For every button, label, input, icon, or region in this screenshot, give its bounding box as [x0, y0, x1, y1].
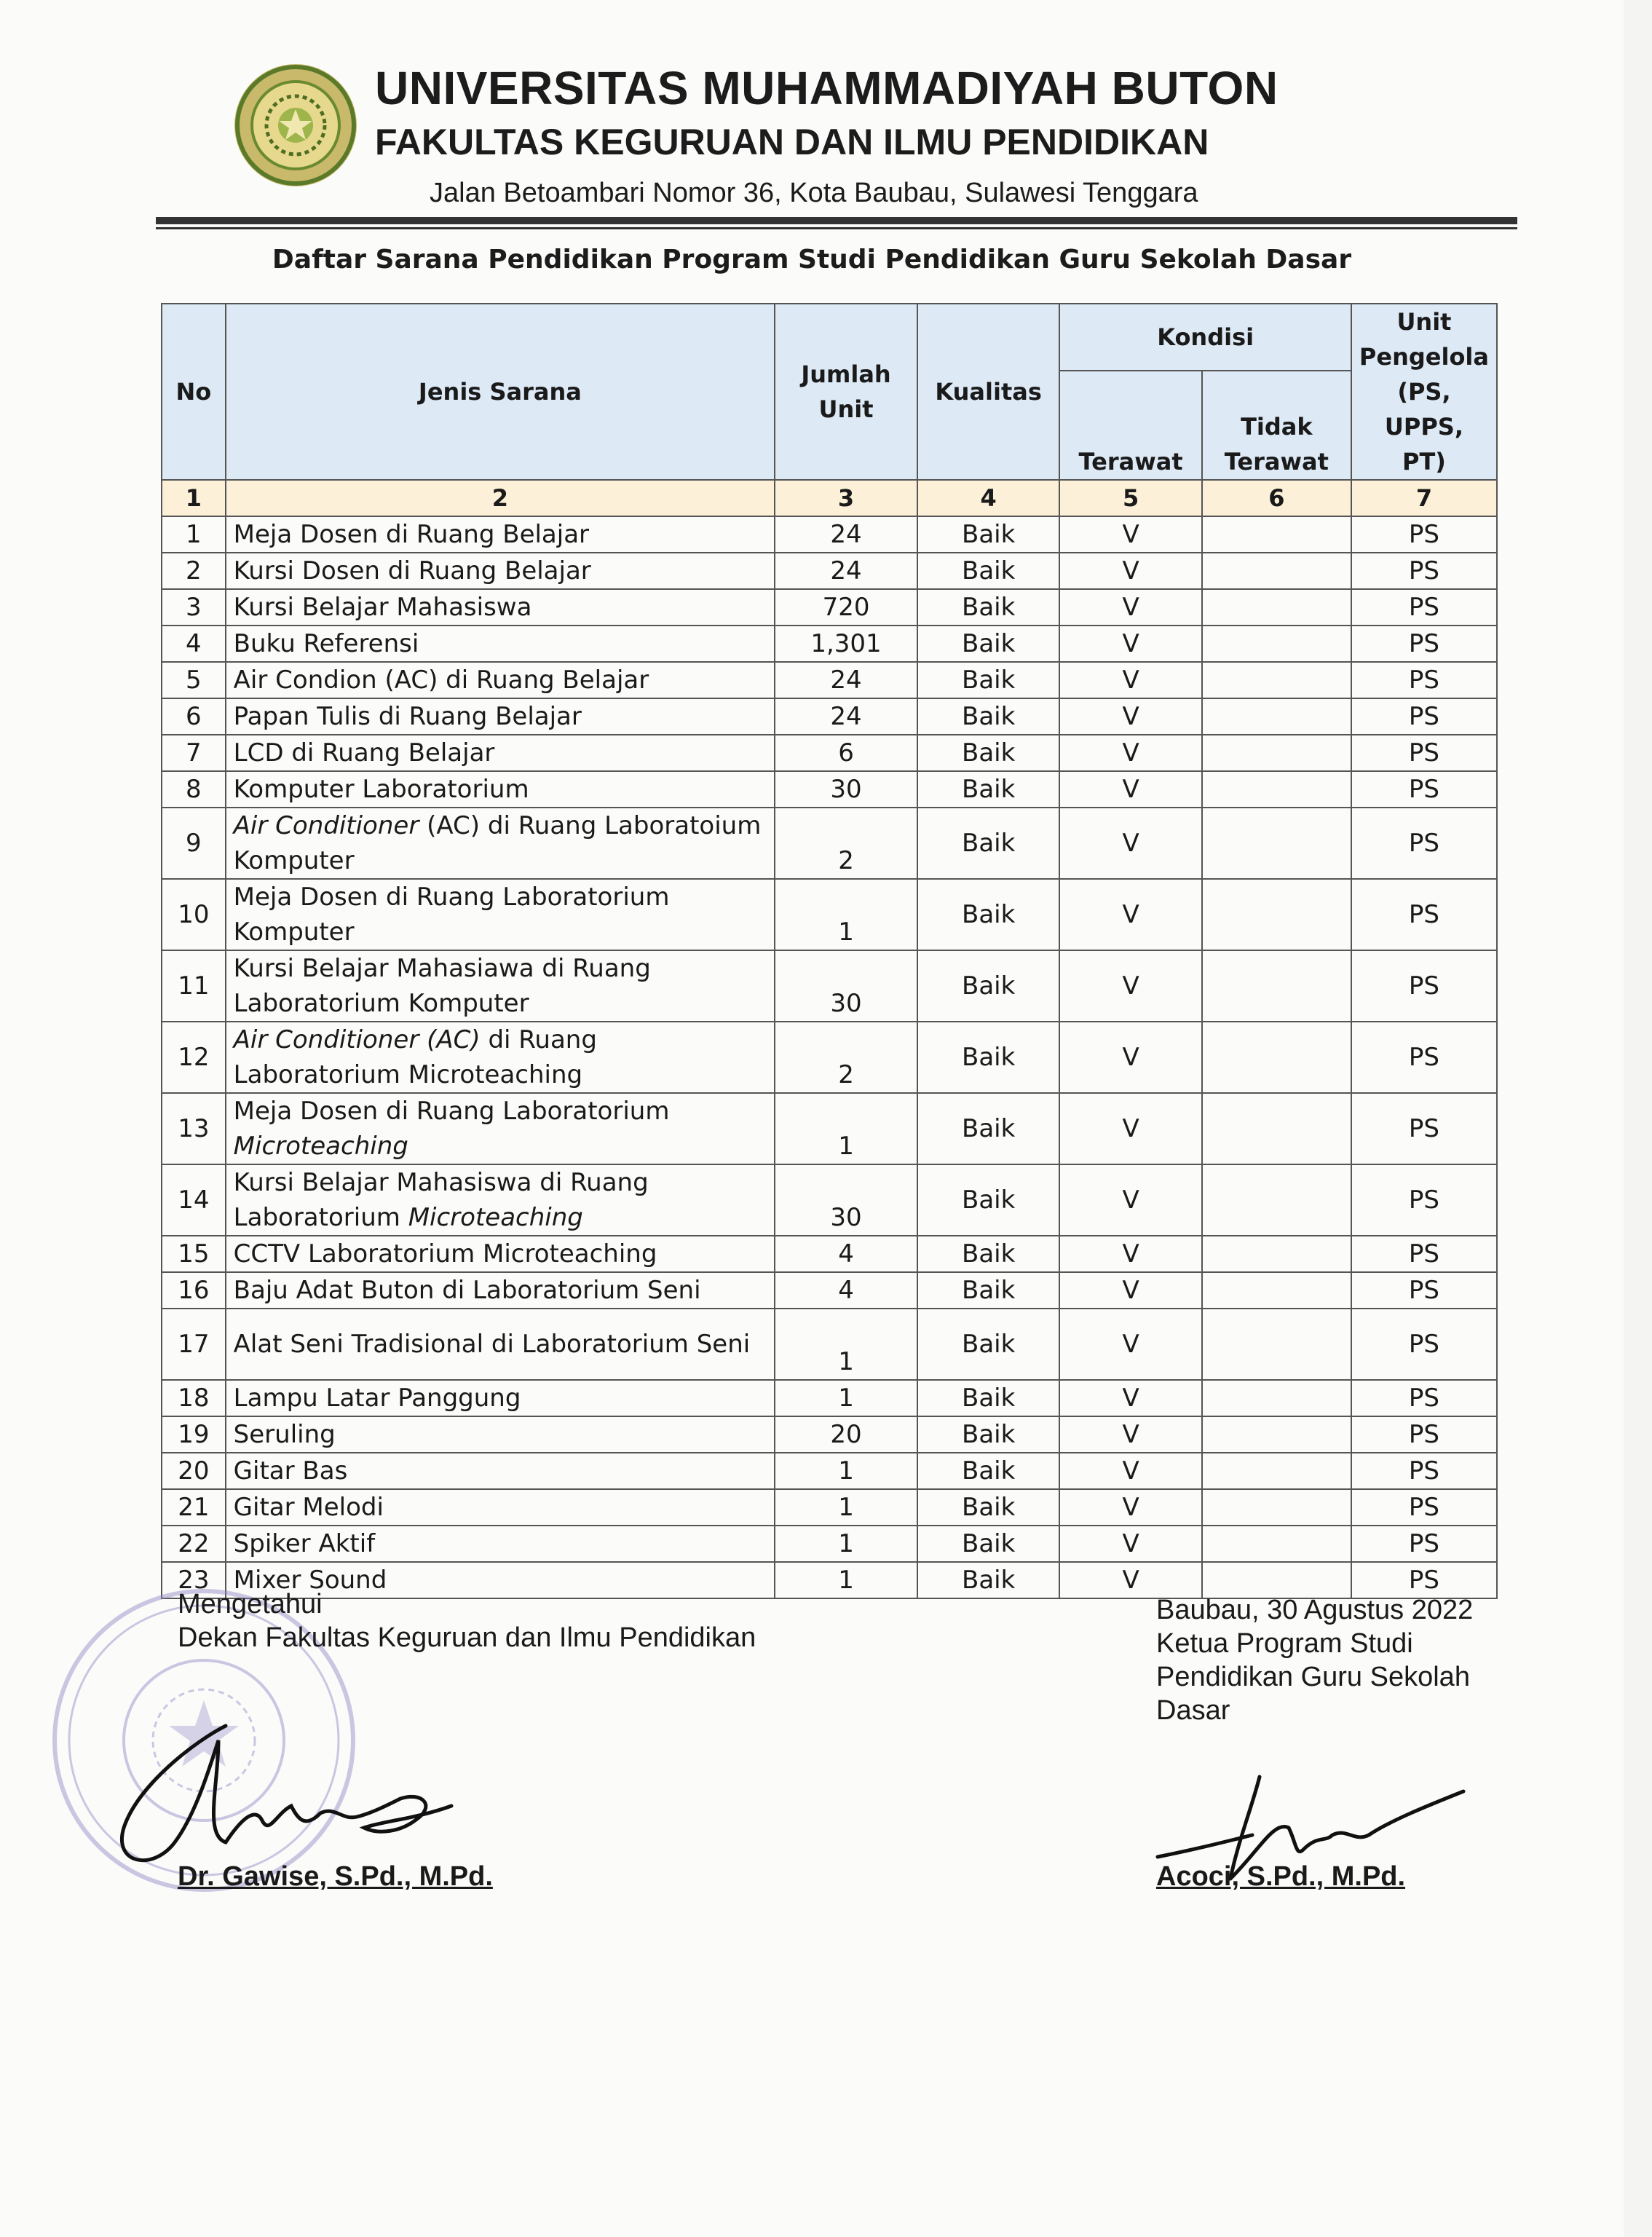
table-row	[162, 1416, 1497, 1453]
row-jenis-sarana-text: Kursi Belajar Mahasiswa	[233, 593, 532, 622]
row-jenis-sarana-text: Baju Adat Buton di Laboratorium Seni	[233, 1276, 701, 1305]
row-jumlah-unit: 6	[775, 735, 917, 771]
table-row	[162, 1526, 1497, 1562]
row-unit-pengelola: PS	[1351, 1489, 1497, 1526]
row-terawat: V	[1059, 589, 1201, 626]
row-terawat: V	[1059, 553, 1201, 589]
row-kualitas: Baik	[917, 1309, 1059, 1380]
university-seal-icon	[232, 61, 360, 189]
dean-signature	[109, 1697, 488, 1886]
row-jumlah-unit: 1	[775, 1093, 917, 1164]
column-number: 3	[775, 480, 917, 516]
row-jumlah-unit: 1	[775, 1309, 917, 1380]
row-kualitas: Baik	[917, 771, 1059, 808]
row-tidak-terawat	[1202, 950, 1351, 1022]
row-jumlah-unit: 24	[775, 698, 917, 735]
row-no: 21	[162, 1489, 226, 1526]
row-tidak-terawat	[1202, 1416, 1351, 1453]
column-number-row	[162, 480, 1497, 516]
address: Jalan Betoambari Nomor 36, Kota Baubau, Sulawesi Tenggara	[430, 178, 1198, 208]
row-jenis-sarana-text: Seruling	[233, 1420, 336, 1449]
table-row	[162, 771, 1497, 808]
row-terawat: V	[1059, 516, 1201, 553]
row-jenis-sarana	[226, 1272, 775, 1309]
row-kualitas: Baik	[917, 1236, 1059, 1272]
row-jenis-sarana-text: Kursi Belajar Mahasiswa di Ruang Laboratorium	[233, 1168, 649, 1232]
row-unit-pengelola: PS	[1351, 771, 1497, 808]
row-kualitas: Baik	[917, 626, 1059, 662]
row-unit-pengelola: PS	[1351, 1093, 1497, 1164]
row-unit-pengelola: PS	[1351, 1309, 1497, 1380]
column-number: 5	[1059, 480, 1201, 516]
document-title: Daftar Sarana Pendidikan Program Studi Pendidikan Guru Sekolah Dasar	[272, 245, 1352, 275]
row-no: 13	[162, 1093, 226, 1164]
letterhead-rule-thin	[156, 227, 1517, 229]
row-no: 7	[162, 735, 226, 771]
table-row	[162, 516, 1497, 553]
row-tidak-terawat	[1202, 808, 1351, 879]
header-jumlah-unit: Jumlah Unit	[775, 304, 917, 480]
row-kualitas: Baik	[917, 1272, 1059, 1309]
row-jenis-sarana	[226, 1453, 775, 1489]
sig-right-date: Baubau, 30 Agustus 2022	[1156, 1595, 1474, 1625]
table-row	[162, 698, 1497, 735]
sarana-table	[161, 303, 1498, 1599]
row-jenis-sarana	[226, 879, 775, 950]
table-row	[162, 1309, 1497, 1380]
table-row	[162, 950, 1497, 1022]
row-no: 9	[162, 808, 226, 879]
row-unit-pengelola: PS	[1351, 1164, 1497, 1236]
row-jumlah-unit: 1,301	[775, 626, 917, 662]
university-name: UNIVERSITAS MUHAMMADIYAH BUTON	[375, 62, 1278, 114]
row-jumlah-unit: 1	[775, 1489, 917, 1526]
table-row	[162, 1272, 1497, 1309]
row-jumlah-unit: 2	[775, 1022, 917, 1093]
row-tidak-terawat	[1202, 1093, 1351, 1164]
row-tidak-terawat	[1202, 1489, 1351, 1526]
row-tidak-terawat	[1202, 589, 1351, 626]
row-unit-pengelola: PS	[1351, 626, 1497, 662]
row-no: 8	[162, 771, 226, 808]
row-terawat: V	[1059, 1309, 1201, 1380]
row-kualitas: Baik	[917, 1526, 1059, 1562]
row-tidak-terawat	[1202, 1453, 1351, 1489]
row-terawat: V	[1059, 1562, 1201, 1598]
row-tidak-terawat	[1202, 698, 1351, 735]
row-jenis-sarana	[226, 771, 775, 808]
row-unit-pengelola: PS	[1351, 1022, 1497, 1093]
header-unit-pengelola: Unit Pengelola (PS, UPPS, PT)	[1351, 304, 1497, 480]
row-terawat: V	[1059, 698, 1201, 735]
row-tidak-terawat	[1202, 1526, 1351, 1562]
row-kualitas: Baik	[917, 1380, 1059, 1416]
row-no: 10	[162, 879, 226, 950]
row-tidak-terawat	[1202, 735, 1351, 771]
row-tidak-terawat	[1202, 1236, 1351, 1272]
row-jenis-sarana-text: Mixer Sound	[233, 1566, 387, 1595]
row-kualitas: Baik	[917, 1453, 1059, 1489]
header-terawat: Terawat	[1059, 371, 1201, 480]
row-unit-pengelola: PS	[1351, 950, 1497, 1022]
row-jenis-sarana-text: CCTV Laboratorium Microteaching	[233, 1239, 657, 1269]
row-terawat: V	[1059, 771, 1201, 808]
sig-left-mengetahui: Mengetahui	[178, 1589, 323, 1619]
header-kondisi: Kondisi	[1059, 304, 1351, 371]
row-tidak-terawat	[1202, 771, 1351, 808]
row-unit-pengelola: PS	[1351, 879, 1497, 950]
row-kualitas: Baik	[917, 1489, 1059, 1526]
row-terawat: V	[1059, 1093, 1201, 1164]
row-no: 16	[162, 1272, 226, 1309]
row-kualitas: Baik	[917, 662, 1059, 698]
row-jenis-sarana	[226, 553, 775, 589]
column-number: 6	[1202, 480, 1351, 516]
row-unit-pengelola: PS	[1351, 1380, 1497, 1416]
row-terawat: V	[1059, 662, 1201, 698]
row-jumlah-unit: 24	[775, 662, 917, 698]
row-kualitas: Baik	[917, 735, 1059, 771]
row-jenis-sarana	[226, 808, 775, 879]
row-no: 17	[162, 1309, 226, 1380]
row-terawat: V	[1059, 1164, 1201, 1236]
row-terawat: V	[1059, 1453, 1201, 1489]
row-jumlah-unit: 1	[775, 879, 917, 950]
row-tidak-terawat	[1202, 1309, 1351, 1380]
row-unit-pengelola: PS	[1351, 698, 1497, 735]
row-jenis-sarana	[226, 1093, 775, 1164]
row-jenis-sarana-text: Gitar Bas	[233, 1456, 348, 1486]
row-terawat: V	[1059, 808, 1201, 879]
header-jenis-sarana: Jenis Sarana	[226, 304, 775, 480]
row-jenis-sarana-text: (AC) di Ruang Laboratoium Komputer	[233, 811, 762, 875]
row-terawat: V	[1059, 735, 1201, 771]
header-tidak-terawat: Tidak Terawat	[1202, 371, 1351, 480]
row-jenis-sarana	[226, 1526, 775, 1562]
row-jenis-sarana	[226, 735, 775, 771]
row-jenis-sarana	[226, 1164, 775, 1236]
row-jumlah-unit: 30	[775, 1164, 917, 1236]
row-terawat: V	[1059, 879, 1201, 950]
row-jumlah-unit: 1	[775, 1453, 917, 1489]
sig-right-block	[1156, 1593, 1520, 1727]
row-jenis-sarana	[226, 662, 775, 698]
row-tidak-terawat	[1202, 553, 1351, 589]
row-unit-pengelola: PS	[1351, 1453, 1497, 1489]
row-jenis-sarana-text: Spiker Aktif	[233, 1529, 376, 1558]
row-jenis-sarana-italic: Air Conditioner	[233, 811, 419, 840]
row-tidak-terawat	[1202, 879, 1351, 950]
row-jenis-sarana	[226, 516, 775, 553]
table-row	[162, 879, 1497, 950]
row-no: 15	[162, 1236, 226, 1272]
row-no: 3	[162, 589, 226, 626]
sig-right-role-3: Dasar	[1156, 1695, 1230, 1726]
table-row	[162, 662, 1497, 698]
row-jenis-sarana	[226, 1489, 775, 1526]
row-kualitas: Baik	[917, 516, 1059, 553]
sig-right-role-2: Pendidikan Guru Sekolah	[1156, 1662, 1470, 1692]
row-jenis-sarana-text: Meja Dosen di Ruang Laboratorium Komputer	[233, 883, 670, 947]
sig-right-role-1: Ketua Program Studi	[1156, 1628, 1413, 1659]
row-jenis-sarana-text: Papan Tulis di Ruang Belajar	[233, 702, 582, 731]
row-unit-pengelola: PS	[1351, 553, 1497, 589]
row-no: 1	[162, 516, 226, 553]
row-jenis-sarana-text: Kursi Belajar Mahasiawa di Ruang Laboratorium Komputer	[233, 954, 651, 1018]
faculty-name: FAKULTAS KEGURUAN DAN ILMU PENDIDIKAN	[375, 122, 1209, 162]
row-jenis-sarana-italic: Microteaching	[408, 1203, 583, 1232]
row-kualitas: Baik	[917, 1022, 1059, 1093]
row-unit-pengelola: PS	[1351, 516, 1497, 553]
row-jenis-sarana	[226, 1380, 775, 1416]
row-jenis-sarana-text: Lampu Latar Panggung	[233, 1384, 521, 1413]
row-jumlah-unit: 1	[775, 1562, 917, 1598]
row-tidak-terawat	[1202, 662, 1351, 698]
table-row	[162, 1236, 1497, 1272]
table-row	[162, 1489, 1497, 1526]
table-row	[162, 1380, 1497, 1416]
table-row	[162, 735, 1497, 771]
row-unit-pengelola: PS	[1351, 1526, 1497, 1562]
row-unit-pengelola: PS	[1351, 1272, 1497, 1309]
row-no: 20	[162, 1453, 226, 1489]
row-jenis-sarana-italic: Microteaching	[233, 1132, 408, 1161]
row-jenis-sarana-text: Kursi Dosen di Ruang Belajar	[233, 556, 591, 585]
row-jenis-sarana-italic: Air Conditioner (AC)	[233, 1025, 481, 1054]
sig-left-name: Dr. Gawise, S.Pd., M.Pd.	[178, 1861, 493, 1892]
row-jenis-sarana-text: Buku Referensi	[233, 629, 419, 658]
row-jenis-sarana	[226, 1236, 775, 1272]
row-terawat: V	[1059, 1526, 1201, 1562]
row-terawat: V	[1059, 1416, 1201, 1453]
row-jumlah-unit: 20	[775, 1416, 917, 1453]
row-jenis-sarana-text: Meja Dosen di Ruang Laboratorium	[233, 1097, 670, 1126]
row-unit-pengelola: PS	[1351, 662, 1497, 698]
row-jenis-sarana-text: Meja Dosen di Ruang Belajar	[233, 520, 590, 549]
row-jenis-sarana-text: Alat Seni Tradisional di Laboratorium Seni	[233, 1330, 751, 1359]
row-no: 12	[162, 1022, 226, 1093]
column-number: 4	[917, 480, 1059, 516]
column-number: 7	[1351, 480, 1497, 516]
row-terawat: V	[1059, 950, 1201, 1022]
row-jenis-sarana-text: LCD di Ruang Belajar	[233, 738, 495, 768]
table-row	[162, 626, 1497, 662]
letterhead-rule-thick	[156, 217, 1517, 224]
row-terawat: V	[1059, 1272, 1201, 1309]
row-kualitas: Baik	[917, 1562, 1059, 1598]
row-terawat: V	[1059, 1489, 1201, 1526]
row-unit-pengelola: PS	[1351, 735, 1497, 771]
table-row	[162, 808, 1497, 879]
row-jenis-sarana-text: di Ruang Laboratorium Microteaching	[233, 1025, 597, 1089]
row-no: 14	[162, 1164, 226, 1236]
header-no: No	[162, 304, 226, 480]
row-terawat: V	[1059, 1380, 1201, 1416]
row-unit-pengelola: PS	[1351, 1562, 1497, 1598]
row-kualitas: Baik	[917, 879, 1059, 950]
row-jenis-sarana	[226, 1022, 775, 1093]
row-kualitas: Baik	[917, 1416, 1059, 1453]
table-row	[162, 589, 1497, 626]
sig-right-name: Acoci, S.Pd., M.Pd.	[1156, 1861, 1406, 1892]
sig-left-role: Dekan Fakultas Keguruan dan Ilmu Pendidikan	[178, 1622, 756, 1653]
row-jumlah-unit: 30	[775, 771, 917, 808]
row-jumlah-unit: 1	[775, 1526, 917, 1562]
column-number: 2	[226, 480, 775, 516]
row-jenis-sarana	[226, 698, 775, 735]
row-jenis-sarana-text: Air Condion (AC) di Ruang Belajar	[233, 666, 649, 695]
row-jenis-sarana	[226, 626, 775, 662]
table-row	[162, 1022, 1497, 1093]
row-no: 18	[162, 1380, 226, 1416]
row-kualitas: Baik	[917, 698, 1059, 735]
row-no: 2	[162, 553, 226, 589]
header-kualitas: Kualitas	[917, 304, 1059, 480]
row-unit-pengelola: PS	[1351, 1236, 1497, 1272]
row-jenis-sarana	[226, 1416, 775, 1453]
row-kualitas: Baik	[917, 1093, 1059, 1164]
row-jumlah-unit: 30	[775, 950, 917, 1022]
row-tidak-terawat	[1202, 626, 1351, 662]
column-number: 1	[162, 480, 226, 516]
row-no: 22	[162, 1526, 226, 1562]
row-terawat: V	[1059, 1022, 1201, 1093]
row-jumlah-unit: 4	[775, 1272, 917, 1309]
row-no: 4	[162, 626, 226, 662]
row-jenis-sarana	[226, 950, 775, 1022]
row-tidak-terawat	[1202, 1272, 1351, 1309]
row-jenis-sarana	[226, 1309, 775, 1380]
header-row-top	[162, 304, 1497, 371]
table-row	[162, 1164, 1497, 1236]
row-tidak-terawat	[1202, 516, 1351, 553]
row-no: 11	[162, 950, 226, 1022]
row-no: 19	[162, 1416, 226, 1453]
row-jumlah-unit: 24	[775, 553, 917, 589]
row-kualitas: Baik	[917, 589, 1059, 626]
row-unit-pengelola: PS	[1351, 1416, 1497, 1453]
row-kualitas: Baik	[917, 553, 1059, 589]
row-jumlah-unit: 24	[775, 516, 917, 553]
row-kualitas: Baik	[917, 808, 1059, 879]
row-unit-pengelola: PS	[1351, 589, 1497, 626]
row-jumlah-unit: 4	[775, 1236, 917, 1272]
row-jenis-sarana-text: Komputer Laboratorium	[233, 775, 529, 804]
row-tidak-terawat	[1202, 1164, 1351, 1236]
row-jenis-sarana	[226, 589, 775, 626]
row-terawat: V	[1059, 626, 1201, 662]
row-jenis-sarana-text: Gitar Melodi	[233, 1493, 384, 1522]
row-unit-pengelola: PS	[1351, 808, 1497, 879]
row-kualitas: Baik	[917, 1164, 1059, 1236]
table-row	[162, 1453, 1497, 1489]
row-jumlah-unit: 1	[775, 1380, 917, 1416]
row-terawat: V	[1059, 1236, 1201, 1272]
table-row	[162, 1093, 1497, 1164]
row-jumlah-unit: 720	[775, 589, 917, 626]
row-no: 6	[162, 698, 226, 735]
row-jumlah-unit: 2	[775, 808, 917, 879]
row-kualitas: Baik	[917, 950, 1059, 1022]
row-tidak-terawat	[1202, 1380, 1351, 1416]
row-tidak-terawat	[1202, 1022, 1351, 1093]
table-row	[162, 553, 1497, 589]
row-no: 5	[162, 662, 226, 698]
row-no: 23	[162, 1562, 226, 1598]
